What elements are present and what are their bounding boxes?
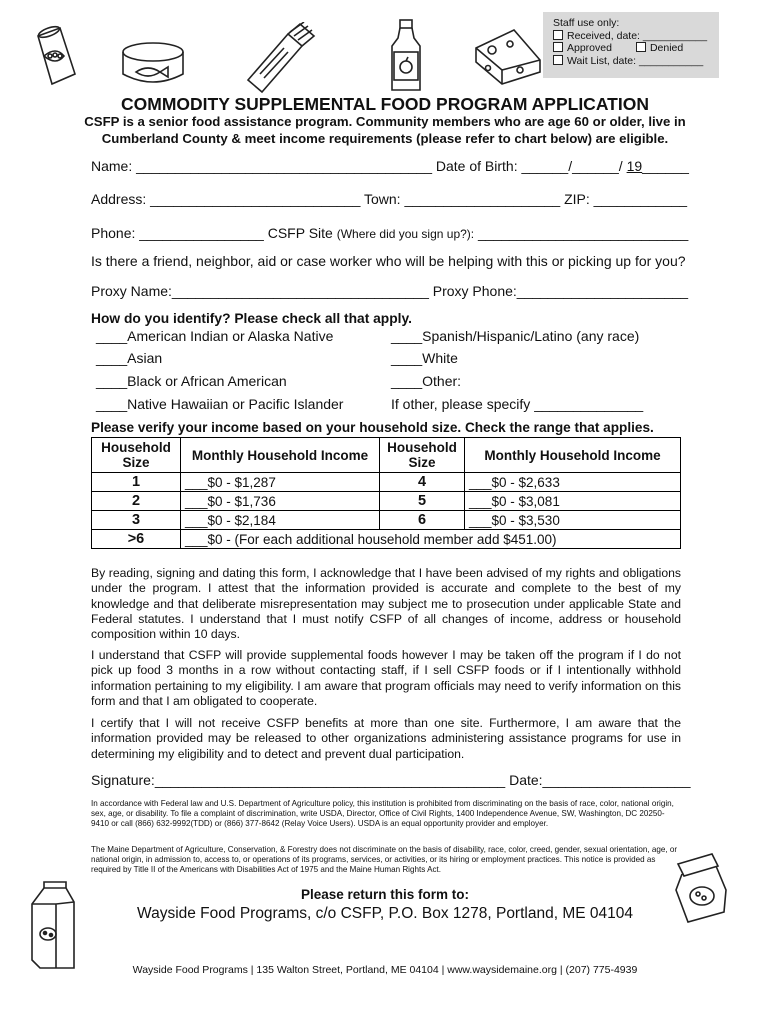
waitlist-label: Wait List, date: ___________ bbox=[567, 54, 704, 67]
return-heading: Please return this form to: bbox=[300, 887, 470, 902]
certification-paragraph: I certify that I will not receive CSFP benefits at more than one site. Furthermore, I am aware that the information provided may be released to other organizations administering assistance programs for use in determining my eligibility and to detect and prevent dual participation. bbox=[91, 716, 681, 761]
acknowledgement-paragraph: By reading, signing and dating this form, I acknowledge that I have been advised of my rights and obligations under the program. I attest that the information provided is accurate and complete to the best of my knowledge and that deliberate misrepresentation may subject me to prosecution under applicable State and Federal statutes. I understand that I must notify CSFP of all changes of income, address or household composition within 10 days. bbox=[91, 566, 681, 642]
removal-paragraph: I understand that CSFP will provide supplemental foods however I may be taken off the program if I do not pick up food 3 months in a row without contacting staff, if I sell CSFP foods or if I intentionally withhold information pertaining to my eligibility. I am aware that program officials may need to verify information on this form and that I am obligated to cooperate. bbox=[91, 648, 681, 708]
phone-label: Phone: ________________ CSFP Site bbox=[91, 225, 337, 241]
identify-option-right-1[interactable]: ____White bbox=[391, 350, 458, 366]
col-size-1: Household Size bbox=[92, 438, 181, 473]
staff-use-heading: Staff use only: bbox=[553, 17, 620, 29]
cheese-icon bbox=[472, 26, 544, 90]
income-heading: Please verify your income based on your household size. Check the range that applies. bbox=[91, 420, 654, 435]
denied-checkbox[interactable] bbox=[636, 42, 646, 52]
income-option[interactable]: ___$0 - $1,736 bbox=[181, 492, 380, 511]
maine-notice: The Maine Department of Agriculture, Conservation, & Forestry does not discriminate on the basis of disability, race, color, creed, gender, sexual orientation, age, or national origin, in admission to, access to, or operations of its programs, services, or activities, or its hiring or employment practices. This notice is provided as required by Title II of the Americans with Disabilities Act of 1975 and the Maine Human Rights Act. bbox=[91, 845, 678, 875]
name-dob-field[interactable] bbox=[91, 158, 689, 174]
size-cell: 1 bbox=[92, 473, 181, 492]
col-income-2: Monthly Household Income bbox=[465, 438, 681, 473]
received-checkbox[interactable] bbox=[553, 30, 563, 40]
dob-tail: ______ bbox=[642, 158, 689, 174]
denied-label: Denied bbox=[649, 42, 684, 54]
waitlist-checkbox[interactable] bbox=[553, 55, 563, 65]
fish-can-icon bbox=[118, 40, 188, 88]
site-blank: ___________________________ bbox=[474, 225, 689, 241]
size-cell: 5 bbox=[380, 492, 465, 511]
income-table bbox=[91, 437, 681, 549]
approved-label: Approved bbox=[567, 42, 612, 54]
size-cell: 3 bbox=[92, 511, 181, 530]
identify-option-left-0[interactable]: ____American Indian or Alaska Native bbox=[96, 328, 334, 344]
income-option[interactable]: ___$0 - (For each additional household member add $451.00) bbox=[181, 530, 681, 549]
juice-bottle-icon bbox=[388, 18, 424, 94]
received-label: Received, date: ___________ bbox=[567, 29, 708, 42]
identify-option-right-0[interactable]: ____Spanish/Hispanic/Latino (any race) bbox=[391, 328, 640, 344]
address-field[interactable]: Address: ___________________________ Town: ____________________ ZIP: ____________ bbox=[91, 191, 688, 207]
return-address: Wayside Food Programs, c/o CSFP, P.O. Box 1278, Portland, ME 04104 bbox=[137, 905, 633, 922]
identify-option-left-2[interactable]: ____Black or African American bbox=[96, 373, 287, 389]
page-footer: Wayside Food Programs | 135 Walton Street, Portland, ME 04104 | www.waysidemaine.org | (207) 775-4939 bbox=[132, 964, 638, 976]
income-option[interactable]: ___$0 - $2,184 bbox=[181, 511, 380, 530]
dob-year: 19 bbox=[626, 158, 643, 174]
approved-checkbox[interactable] bbox=[553, 42, 563, 52]
table-row bbox=[92, 492, 681, 511]
table-row bbox=[92, 530, 681, 549]
helper-question: Is there a friend, neighbor, aid or case worker who will be helping with this or picking up for you? bbox=[91, 253, 686, 269]
size-cell: 4 bbox=[380, 473, 465, 492]
income-option[interactable]: ___$0 - $3,081 bbox=[465, 492, 681, 511]
staff-use-box bbox=[543, 12, 719, 78]
proxy-field[interactable]: Proxy Name:_________________________________ Proxy Phone:______________________ bbox=[91, 283, 689, 299]
identify-option-right-2[interactable]: ____Other: bbox=[391, 373, 462, 389]
pasta-box-icon bbox=[240, 22, 320, 98]
site-hint: (Where did you sign up?): bbox=[336, 227, 475, 241]
phone-site-field[interactable] bbox=[91, 225, 688, 241]
usda-notice: In accordance with Federal law and U.S. Department of Agriculture policy, this institution is prohibited from discriminating on the basis of race, color, national origin, sex, age, or disability. To file a complaint of discrimination, write USDA, Director, Office of Civil Rights, 1400 Independence Avenue, SW, Washington, DC 20250-9410 or call (866) 632-9992(TDD) or (866) 377-8642 (Relay Voice Users). USDA is an equal opportunity provider and employer. bbox=[91, 799, 674, 829]
pea-can-icon bbox=[30, 22, 80, 92]
size-cell: 6 bbox=[380, 511, 465, 530]
identify-option-left-3[interactable]: ____Native Hawaiian or Pacific Islander bbox=[96, 396, 344, 412]
identify-option-right-3[interactable]: If other, please specify ______________ bbox=[391, 396, 644, 412]
signature-field[interactable]: Signature:_____________________________________________ Date:___________________ bbox=[91, 772, 691, 788]
income-option[interactable]: ___$0 - $3,530 bbox=[465, 511, 681, 530]
table-row bbox=[92, 511, 681, 530]
income-option[interactable]: ___$0 - $2,633 bbox=[465, 473, 681, 492]
size-cell: >6 bbox=[92, 530, 181, 549]
col-size-2: Household Size bbox=[380, 438, 465, 473]
identify-option-left-1[interactable]: ____Asian bbox=[96, 350, 163, 366]
size-cell: 2 bbox=[92, 492, 181, 511]
identify-question: How do you identify? Please check all that apply. bbox=[91, 311, 412, 326]
income-option[interactable]: ___$0 - $1,287 bbox=[181, 473, 380, 492]
col-income-1: Monthly Household Income bbox=[181, 438, 380, 473]
name-dob-text: Name: ______________________________________ Date of Birth: ______/______/ bbox=[91, 158, 627, 174]
page-title: COMMODITY SUPPLEMENTAL FOOD PROGRAM APPLICATION bbox=[121, 94, 649, 114]
table-row bbox=[92, 473, 681, 492]
intro-text: CSFP is a senior food assistance program. Community members who are age 60 or older, live in Cumberland County & meet income requirements (please refer to chart below) are eligible. bbox=[84, 114, 686, 146]
